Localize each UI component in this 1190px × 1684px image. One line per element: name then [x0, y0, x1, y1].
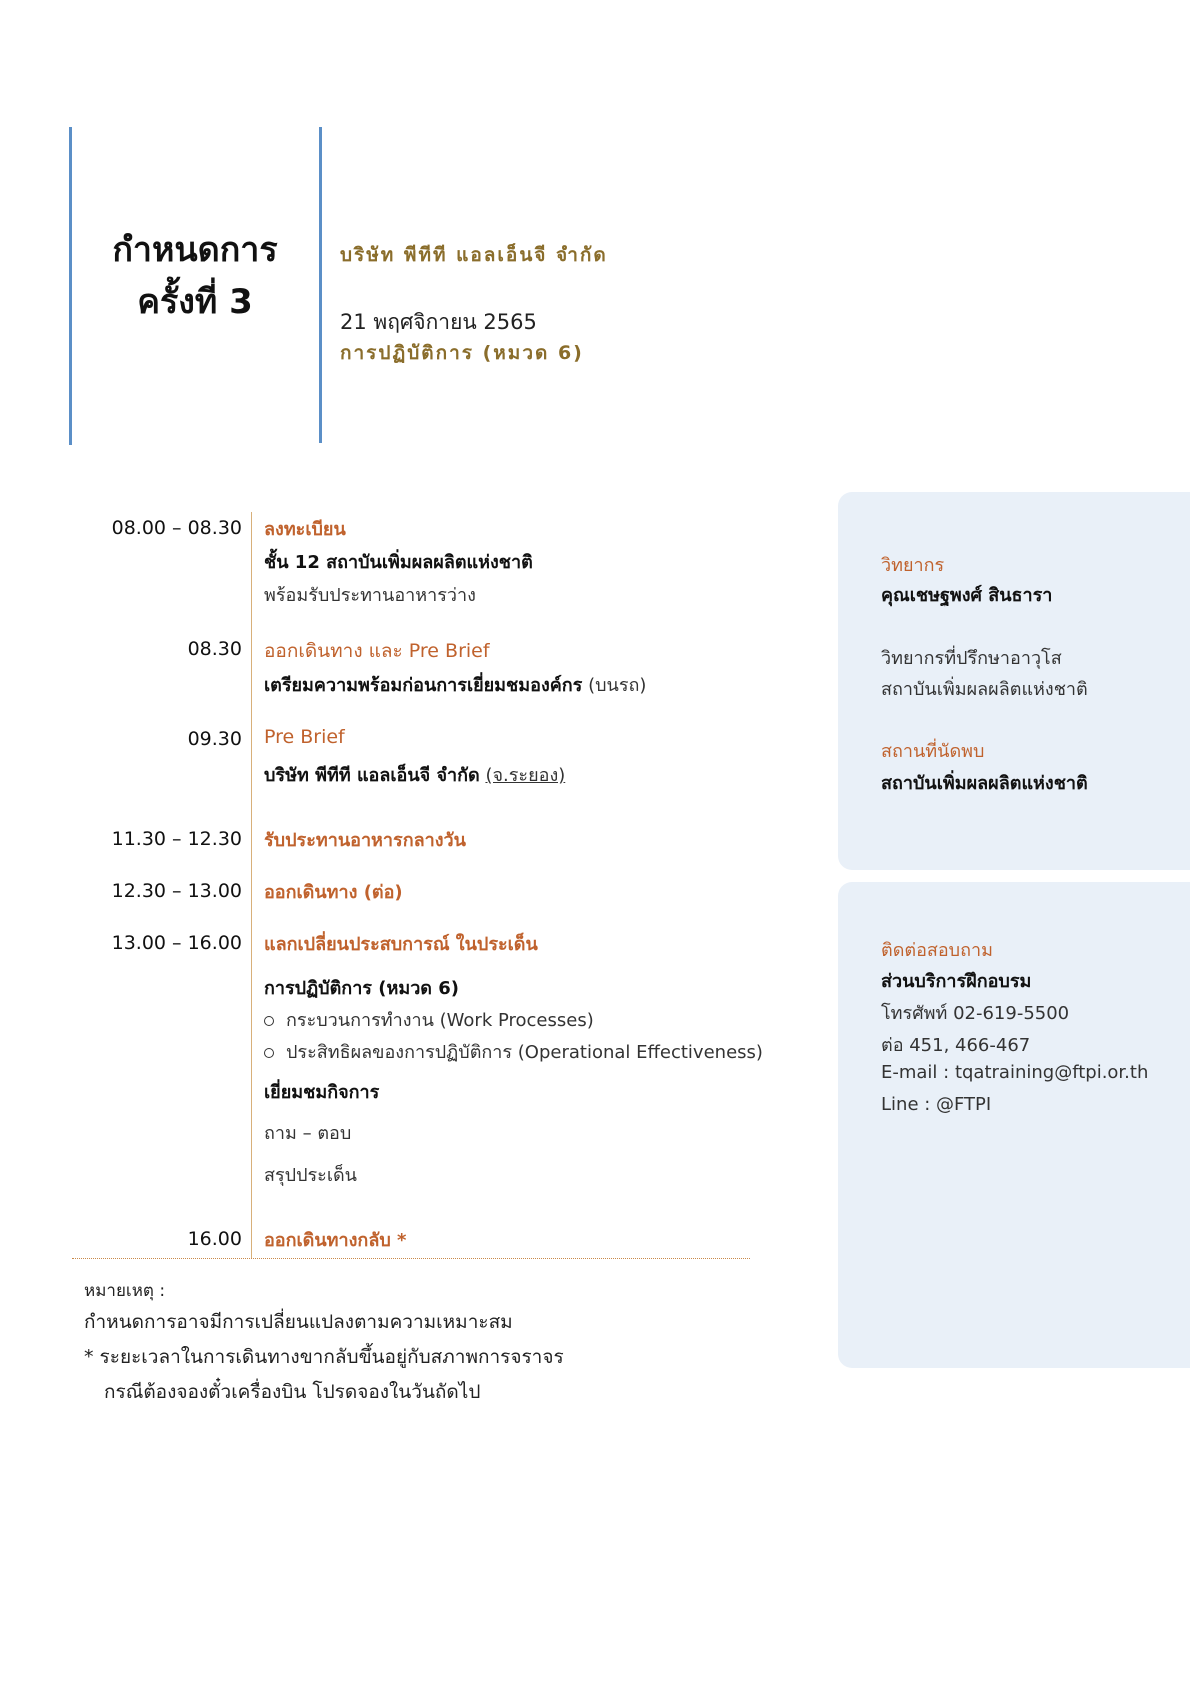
contact-label: ติดต่อสอบถาม [881, 940, 993, 961]
bullet-2-text: ประสิทธิผลของการปฏิบัติการ (Operational Effectiveness) [286, 1042, 763, 1063]
time-slot-2: 08.30 [187, 638, 242, 660]
note-line-3: กรณีต้องจองตั๋วเครื่องบิน โปรดจองในวันถัดไป [104, 1381, 481, 1403]
speaker-name: คุณเชษฐพงศ์ สินธารา [881, 585, 1053, 606]
slot-7-title: ออกเดินทางกลับ * [264, 1230, 407, 1251]
contact-ext: ต่อ 451, 466-467 [881, 1035, 1031, 1056]
slot-1-title: ลงทะเบียน [264, 519, 346, 540]
speaker-label: วิทยากร [881, 555, 945, 576]
title-line-1: กำหนดการ [112, 230, 278, 270]
contact-phone: โทรศัพท์ 02-619-5500 [881, 1003, 1070, 1024]
time-slot-1: 08.00 – 08.30 [111, 517, 242, 539]
speaker-role-1: วิทยากรที่ปรึกษาอาวุโส [881, 648, 1062, 669]
slot-5-title: ออกเดินทาง (ต่อ) [264, 882, 403, 903]
middle-accent-bar [319, 127, 322, 443]
slot-3-detail-bold: บริษัท พีทีที แอลเอ็นจี จำกัด [264, 765, 480, 786]
time-slot-5: 12.30 – 13.00 [111, 880, 242, 902]
event-date: 21 พฤศจิกายน 2565 [340, 310, 537, 334]
slot-6-title: แลกเปลี่ยนประสบการณ์ ในประเด็น [264, 934, 538, 955]
bullet-circle-icon [264, 1048, 274, 1058]
slot-2-detail-extra: (บนรถ) [582, 675, 647, 696]
slot-4-title: รับประทานอาหารกลางวัน [264, 830, 466, 851]
slot-1-detail: พร้อมรับประทานอาหารว่าง [264, 585, 476, 606]
schedule-bottom-rule [72, 1258, 750, 1259]
left-accent-bar [69, 127, 72, 445]
slot-2-detail-bold: เตรียมความพร้อมก่อนการเยี่ยมชมองค์กร [264, 675, 583, 696]
slot-3-location: (จ.ระยอง) [485, 765, 566, 786]
note-line-1: กำหนดการอาจมีการเปลี่ยนแปลงตามความเหมาะสม [84, 1311, 513, 1333]
page-title [90, 224, 300, 328]
venue-name: สถาบันเพิ่มผลผลิตแห่งชาติ [881, 773, 1088, 794]
slot-6-qa: ถาม – ตอบ [264, 1123, 352, 1144]
contact-email: E-mail : tqatraining@ftpi.or.th [881, 1062, 1149, 1083]
bullet-1-text: กระบวนการทำงาน (Work Processes) [286, 1010, 594, 1031]
company-name: บริษัท พีทีที แอลเอ็นจี จำกัด [340, 244, 608, 266]
note-line-2: * ระยะเวลาในการเดินทางขากลับขึ้นอยู่กับสภาพการจราจร [84, 1346, 564, 1368]
venue-label: สถานที่นัดพบ [881, 741, 985, 762]
bullet-circle-icon [264, 1016, 274, 1026]
time-slot-7: 16.00 [187, 1228, 242, 1250]
slot-2-detail [264, 670, 646, 699]
slot-6-bullet-2 [264, 1037, 763, 1066]
speaker-role-2: สถาบันเพิ่มผลผลิตแห่งชาติ [881, 679, 1088, 700]
slot-3-detail [264, 760, 565, 789]
event-subtitle: การปฏิบัติการ (หมวด 6) [340, 342, 584, 364]
timeline-divider [251, 512, 252, 1258]
title-line-2: ครั้งที่ 3 [137, 282, 253, 322]
slot-6-bullet-1 [264, 1005, 594, 1034]
slot-2-title: ออกเดินทาง และ Pre Brief [264, 640, 490, 662]
contact-unit: ส่วนบริการฝึกอบรม [881, 971, 1032, 992]
slot-6-visit: เยี่ยมชมกิจการ [264, 1082, 380, 1103]
time-slot-3: 09.30 [187, 728, 242, 750]
time-slot-6: 13.00 – 16.00 [111, 932, 242, 954]
slot-1-detail-bold: ชั้น 12 สถาบันเพิ่มผลผลิตแห่งชาติ [264, 552, 533, 573]
slot-6-section-heading: การปฏิบัติการ (หมวด 6) [264, 978, 460, 999]
contact-line: Line : @FTPI [881, 1094, 992, 1115]
slot-6-summary: สรุปประเด็น [264, 1165, 357, 1186]
time-slot-4: 11.30 – 12.30 [111, 828, 242, 850]
notes-label: หมายเหตุ : [84, 1281, 166, 1301]
slot-3-title: Pre Brief [264, 726, 345, 748]
